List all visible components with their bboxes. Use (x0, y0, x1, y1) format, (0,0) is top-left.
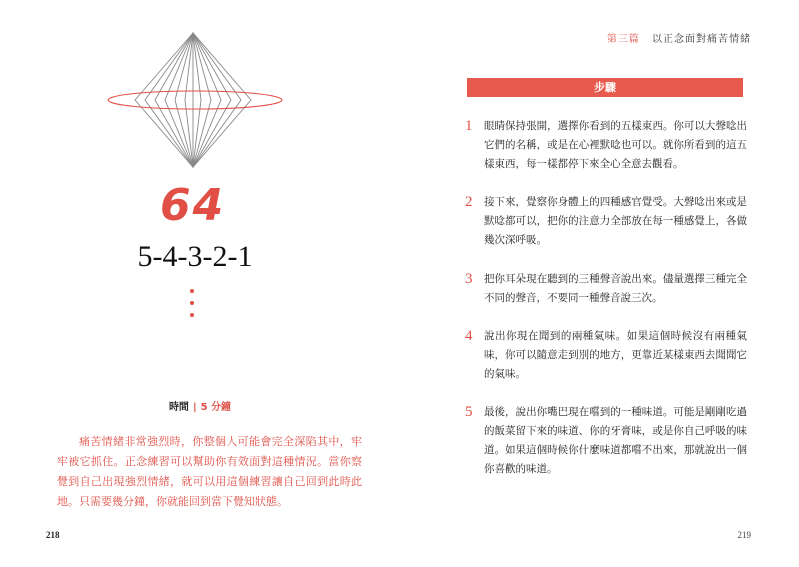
step-text: 眼睛保持張開，選擇你看到的五樣東西。你可以大聲唸出它們的名稱，或是在心裡默唸也可以。就你所看到的這五樣東西，每一樣都停下來全心全意去觀看。 (484, 120, 747, 170)
step-number: 1 (465, 118, 473, 134)
step-number: 3 (465, 271, 473, 287)
technique-title: 5-4-3-2-1 (137, 240, 253, 273)
chapter-title: 以正念面對痛苦情緒 (652, 34, 751, 45)
step-item (465, 117, 747, 174)
technique-number: 64 (160, 180, 226, 231)
step-number: 2 (465, 194, 473, 210)
time-label: 時間 (168, 402, 189, 413)
time-separator: | (192, 402, 197, 413)
step-number: 5 (465, 404, 473, 420)
step-item (465, 403, 747, 479)
running-header (607, 30, 751, 45)
steps-heading: 步驟 (467, 78, 743, 97)
intro-paragraph: 痛苦情緒非常強烈時，你整個人可能會完全深陷其中，牢牢被它抓住。正念練習可以幫助你有效面對這種情況。當你察覺到自己出現強烈情緒，就可以用這個練習讓自己回到此時此地。只需要幾分鐘，你就能回到當下覺知狀態。 (57, 435, 362, 508)
page-number-right: 219 (737, 530, 751, 540)
step-text: 接下來，覺察你身體上的四種感官覺受。大聲唸出來或是默唸都可以，把你的注意力全部放在每一種感覺上，各做幾次深呼吸。 (484, 196, 747, 246)
diamond-illustration (98, 30, 283, 180)
step-text: 最後，說出你嘴巴現在嚐到的一種味道。可能是剛剛吃過的飯菜留下來的味道、你的牙膏味，或是你自己呼吸的味道。如果這個時候你什麼味道都嚐不出來，那就說出一個你喜歡的味道。 (484, 406, 747, 475)
step-text: 說出你現在聞到的兩種氣味。如果這個時候沒有兩種氣味，你可以隨意走到別的地方，更靠近某樣東西去聞聞它的氣味。 (484, 330, 747, 380)
chapter-label: 第三篇 (606, 34, 640, 45)
time-value: 5 分鐘 (200, 402, 232, 413)
step-number: 4 (465, 328, 473, 344)
time-row (0, 398, 400, 413)
orbit-ellipse (108, 91, 282, 109)
dot-divider (190, 289, 194, 325)
page-number-left: 218 (46, 530, 60, 540)
step-item (465, 270, 747, 308)
step-item (465, 327, 747, 384)
step-item (465, 193, 747, 250)
step-text: 把你耳朵現在聽到的三種聲音說出來。儘量選擇三種完全不同的聲音，不要同一種聲音說三次。 (484, 273, 747, 304)
